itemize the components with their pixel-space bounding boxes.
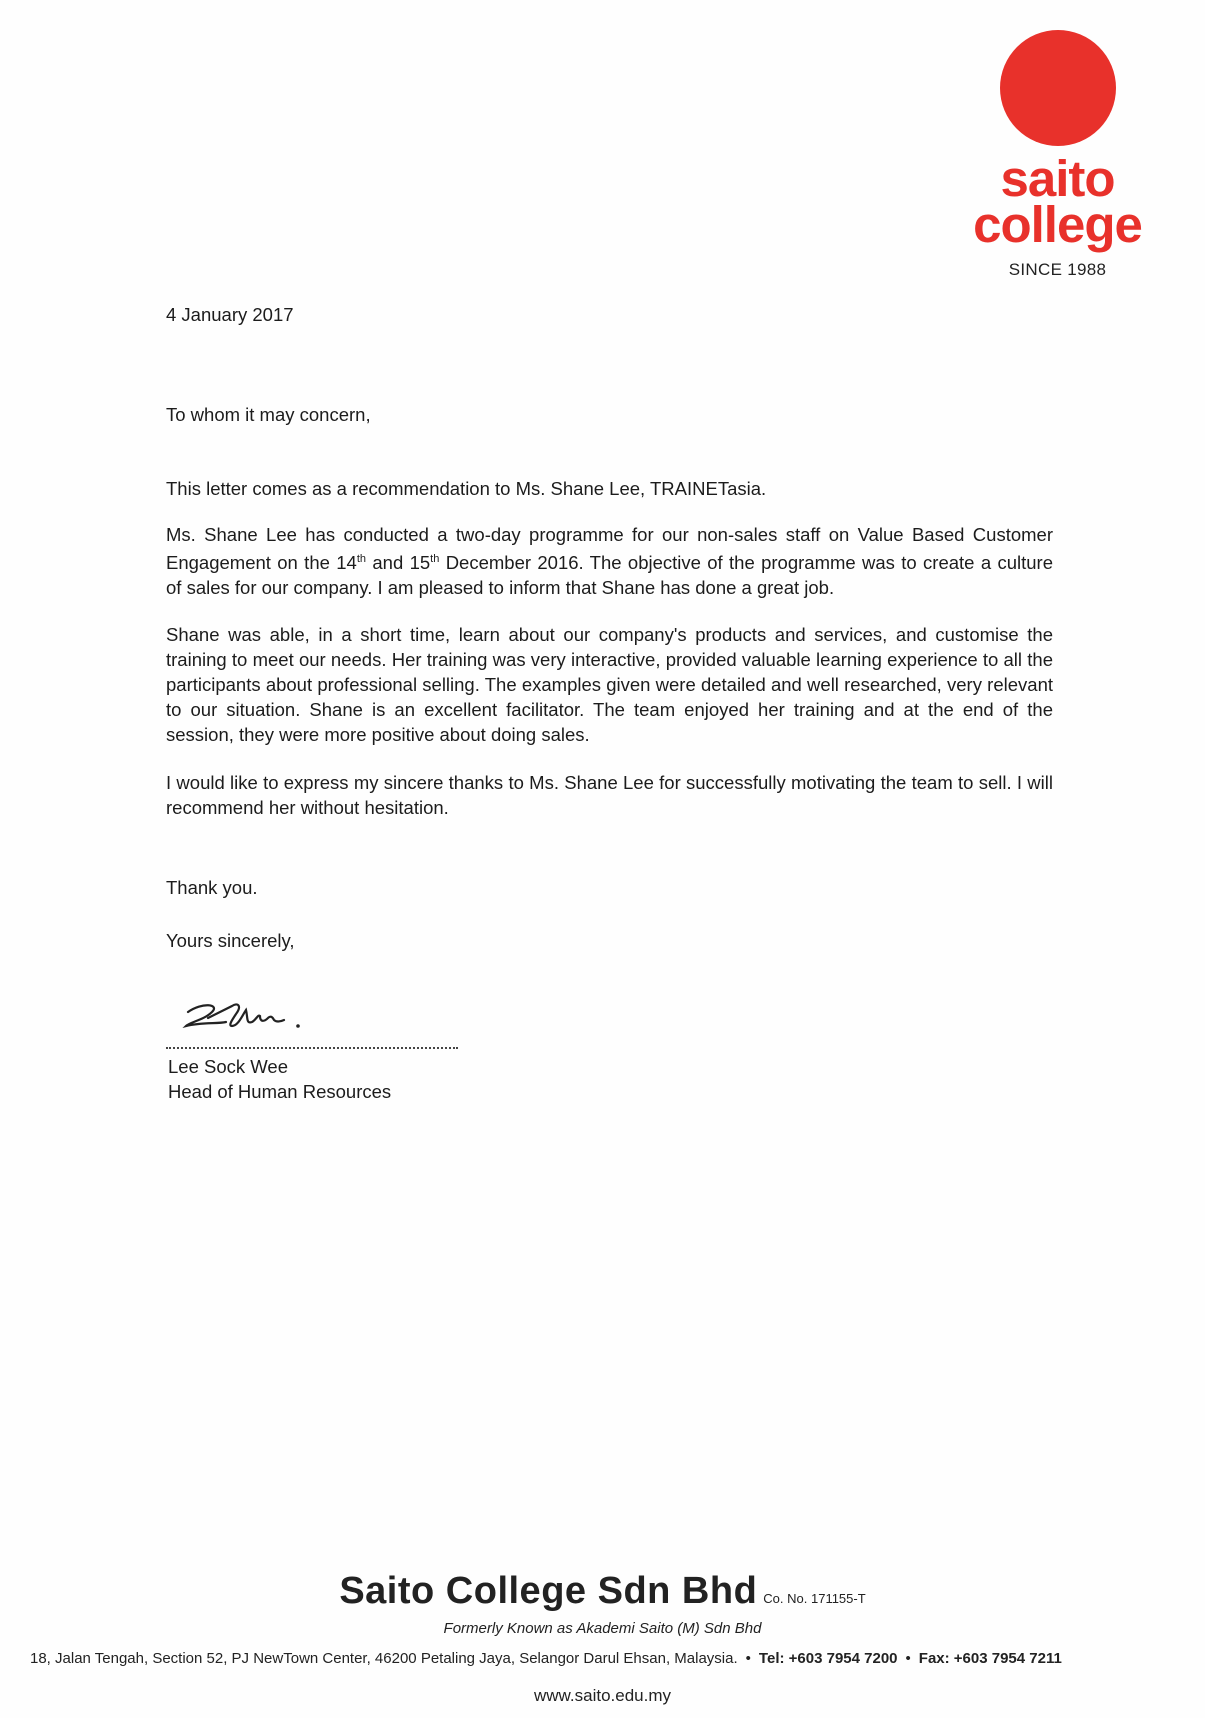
company-number: Co. No. 171155-T <box>763 1591 866 1606</box>
paragraph-thanks: I would like to express my sincere thanks to Ms. Shane Lee for successfully motivating the team to sell. I will recommend her without hesitation. <box>166 772 1053 818</box>
paragraph-programme-part1: Ms. Shane Lee has conducted a two-day programme for our non-sales staff on Value Based Customer Engagement on the 14 <box>166 524 1053 574</box>
paragraph-training: Shane was able, in a short time, learn about our company's products and services, and customise the training to meet our needs. Her training was very interactive, provided valuable learning experience to all the participants about professional selling. The examples given were detailed and well researched, very relevant to our situation. Shane is an excellent facilitator. The team enjoyed her training and at the end of the session, they were more positive about doing sales. <box>166 624 1053 745</box>
bullet-separator: • <box>905 1650 911 1667</box>
saito-college-logo <box>950 30 1165 280</box>
paragraph-programme <box>166 522 1053 600</box>
telephone: Tel: +603 7954 7200 <box>758 1650 898 1667</box>
signer-title: Head of Human Resources <box>168 1081 392 1102</box>
website-link[interactable]: www.saito.edu.my <box>534 1686 671 1705</box>
paragraph-programme-part2: and 15 <box>366 552 431 574</box>
signer-block <box>168 1054 391 1104</box>
thank-you: Thank you. <box>166 877 258 898</box>
signer-name: Lee Sock Wee <box>168 1056 288 1077</box>
letter-date: 4 January 2017 <box>166 304 294 325</box>
salutation: To whom it may concern, <box>166 404 371 425</box>
footer-company <box>0 1570 1205 1613</box>
logo-since: SINCE 1988 <box>1008 260 1107 279</box>
paragraph-programme-part3: December 2016. The objective of the programme was to create a culture of sales for our company. I am pleased to inform that Shane has done a great job. <box>166 552 1053 599</box>
logo-red-circle <box>1000 30 1116 146</box>
company-name: Saito College Sdn Bhd <box>339 1570 758 1612</box>
footer-address-line <box>30 1650 1190 1667</box>
handwritten-signature <box>182 992 312 1036</box>
fax: Fax: +603 7954 7211 <box>918 1650 1062 1667</box>
bullet-separator: • <box>745 1650 751 1667</box>
address: 18, Jalan Tengah, Section 52, PJ NewTown Center, 46200 Petaling Jaya, Selangor Darul Ehsan, Malaysia. <box>30 1650 738 1667</box>
formerly-known-as: Formerly Known as Akademi Saito (M) Sdn Bhd <box>443 1620 762 1637</box>
logo-word-college: college <box>973 196 1142 253</box>
signature-line <box>166 1047 458 1049</box>
superscript-th-2: th <box>430 553 440 565</box>
intro-paragraph: This letter comes as a recommendation to Ms. Shane Lee, TRAINETasia. <box>166 478 767 499</box>
logo-word-saito: saito <box>1000 150 1115 207</box>
closing: Yours sincerely, <box>166 930 295 951</box>
superscript-th-1: th <box>356 553 367 565</box>
